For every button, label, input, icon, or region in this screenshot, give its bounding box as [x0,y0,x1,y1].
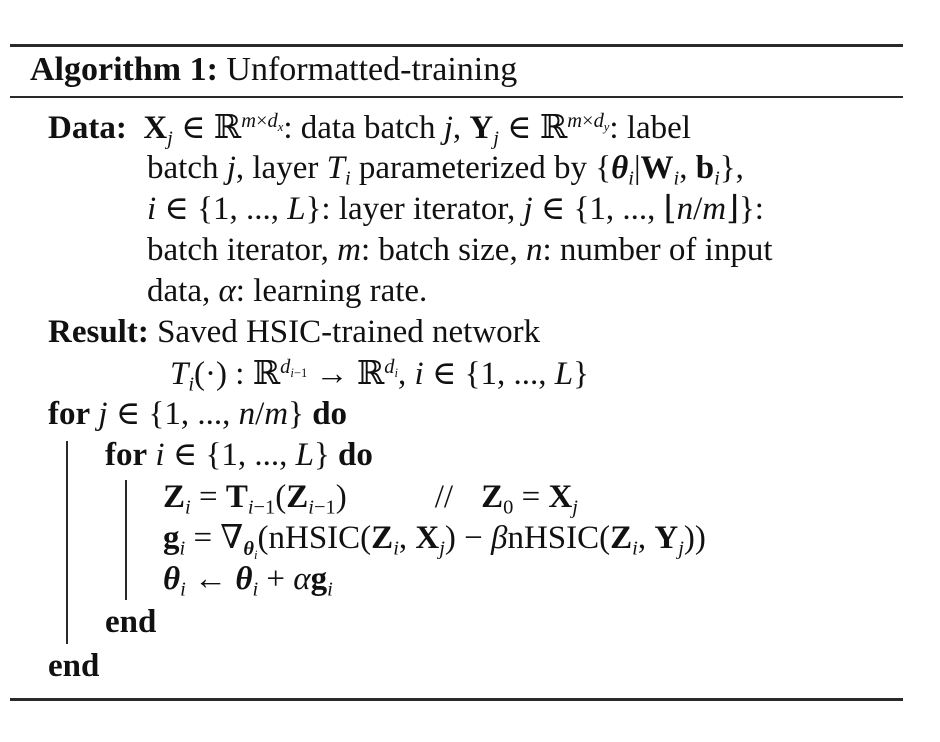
batch-size-text: : batch size, [361,232,526,268]
data-batch-text: : data batch [283,110,444,146]
number-input-text: : number of input [542,232,773,268]
data-line-2: batch j, layer $T_i$ parameterized by {$\theta_i|W_i$, $b_i$}, [147,150,744,190]
theta-update-line: $\theta_i$ ← $\theta_i + \alpha g_i$ [163,561,333,601]
end-inner-line [105,602,156,642]
for-j-line: for j ∈ {1, ..., n/m} do [48,396,348,432]
layer-text: , layer [235,150,327,186]
for-keyword-inner: for [105,437,148,473]
data-line-3: i ∈ {1, ..., L}: layer iterator, j ∈ {1, ..., ⌊n/m⌋}: [147,191,764,227]
for-i-line: for i ∈ {1, ..., L} do [105,437,373,473]
learning-rate-text: : learning rate. [235,273,428,309]
for-keyword-outer: for [48,396,91,432]
algorithm-title [30,48,517,92]
end-keyword-inner: end [105,604,157,640]
z-update-line: $Z_i = T_{i-1}(Z_{i-1}) // Z_0 = X_j$ [163,479,578,519]
do-keyword-outer: do [312,396,348,432]
outer-loop-bar [66,441,68,644]
data-line-4: batch iterator, m: batch size, n: number of input [147,232,773,268]
bottom-rule [10,698,903,701]
inner-loop-bar [125,480,127,600]
gradient-line: $g_i$ = $\nabla_{\theta_i}(nHSIC(Z_i$, $X_j$) − $\beta nHSIC(Z_i$, $Y_j$)) [163,520,706,562]
nhsic-text-1: nHSIC [268,520,361,556]
do-keyword-inner: do [338,437,373,473]
data-line-1: Data: $X_j$ ∈ ℝ$^{m\times d_x}$: data batch j, $Y_j$ ∈ ℝ$^{m\times d_y}$: label [48,107,691,150]
end-outer-line [48,646,99,686]
nhsic-text-2: nHSIC [507,520,600,556]
label-text: : label [609,110,691,146]
batch-text: batch [147,150,227,186]
algorithm-label: Algorithm 1: [30,51,218,88]
end-keyword-outer: end [48,648,100,684]
data-keyword: Data: [48,110,127,146]
data-text: data, [147,273,219,309]
layer-iterator-text: : layer iterator, [321,191,524,227]
result-text: Saved HSIC-trained network [157,314,541,350]
result-line-2: $T_i(\cdot)$ : ℝ$^{d_{i-1}}$ → ℝ$^{d_i}$, i ∈ {1, ..., L} [170,353,589,396]
comment-marker: // [434,479,454,515]
algorithm-name: Unformatted-training [226,51,518,88]
data-line-5: data, α: learning rate. [147,273,428,309]
batch-iterator-text: batch iterator, [147,232,338,268]
top-rule [10,44,903,47]
result-keyword: Result: [48,314,149,350]
result-line-1 [48,312,540,352]
title-rule [10,96,903,98]
parameterized-text: parameterized by [350,150,596,186]
